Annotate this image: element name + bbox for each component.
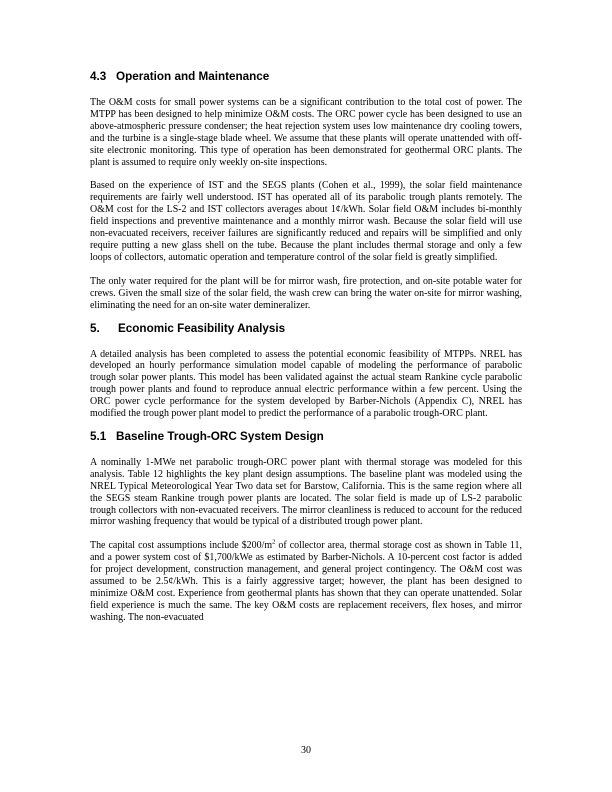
section-title: Operation and Maintenance [116,70,270,83]
paragraph: The only water required for the plant will be for mirror wash, fire protection, and on-site potable water for crews. Given the small size of the solar field, the wash crew can bring the water on-site for mirror washing, eliminating the need for an on-site water demineralizer. [90,275,522,311]
section-heading-economic-feasibility [90,322,522,336]
text-run: of collector area, thermal storage cost as shown in Table 11, and a power system cost of $1,700/kWe as estimated by Barber-Nichols. A 10-percent cost factor is added for project development, construction management, and general project contingency. The O&M cost was assumed to be 2.5¢/kWh. This is a fairly aggressive target; however, the plant has been designed to minimize O&M cost. Experience from geothermal plants has shown that they can operate unattended. Solar field experience is much the same. The key O&M costs are replacement receivers, flex hoses, and mirror washing. The non-evacuated [90,540,522,623]
section-heading-baseline-design [90,430,522,444]
paragraph: Based on the experience of IST and the SEGS plants (Cohen et al., 1999), the solar field maintenance requirements are fairly well understood. IST has operated all of its parabolic trough plants remotely. The O&M cost for the LS-2 and IST collectors averages about 1¢/kWh. Solar field O&M includes bi-monthly field inspections and preventive maintenance and a monthly mirror wash. Because the solar field will use non-evacuated receivers, receiver failures are significantly reduced and repairs will be simplified and only require putting a new glass shell on the tube. Because the plant includes thermal storage and only a few loops of collectors, automatic operation and temperature control of the solar field is greatly simplified. [90,180,522,263]
text-run: The capital cost assumptions include $200/m [90,540,273,552]
section-title: Baseline Trough-ORC System Design [116,429,324,443]
section-number: 5.1 [90,429,107,443]
paragraph: The O&M costs for small power systems can be a significant contribution to the total cost of power. The MTPP has been designed to help minimize O&M costs. The ORC power cycle has been designed to use an above-atmospheric pressure condenser; the heat rejection system uses low maintenance dry cooling towers, and the turbine is a single-stage blade wheel. We assume that these plants will operate unattended with off-site electronic monitoring. This type of operation has been demonstrated for geothermal ORC plants. The plant is assumed to require only weekly on-site inspections. [90,97,522,168]
page-number: 30 [301,745,311,756]
paragraph: A detailed analysis has been completed to assess the potential economic feasibility of MTPPs. NREL has developed an hourly performance simulation model capable of modeling the performance of parabolic trough solar power plants. This model has been validated against the actual steam Rankine cycle parabolic trough power plants and found to reproduce annual electric performance within a few percent. Using the ORC power cycle performance for the system developed by Barber-Nichols (Appendix C), NREL has modified the trough power plant model to predict the performance of a parabolic trough-ORC plant. [90,348,522,420]
section-number: 4.3 [90,70,107,83]
paragraph: A nominally 1-MWe net parabolic trough-ORC power plant with thermal storage was modeled for this analysis. Table 12 highlights the key plant design assumptions. The baseline plant was modeled using the NREL Typical Meteorological Year Two data set for Barstow, California. This is the same region where all the SEGS steam Rankine trough power plants are located. The solar field is made up of LS-2 parabolic trough collectors with non-evacuated receivers. The mirror cleanliness is reduced to account for the reduced mirror washing frequency that would be typical of a distributed trough power plant. [90,456,522,528]
section-number: 5. [90,321,100,335]
paragraph-capital-cost [90,540,522,623]
section-title: Economic Feasibility Analysis [118,321,286,335]
section-heading-operation-maintenance [90,70,522,84]
superscript: 2 [272,539,276,547]
page-content [90,70,522,636]
